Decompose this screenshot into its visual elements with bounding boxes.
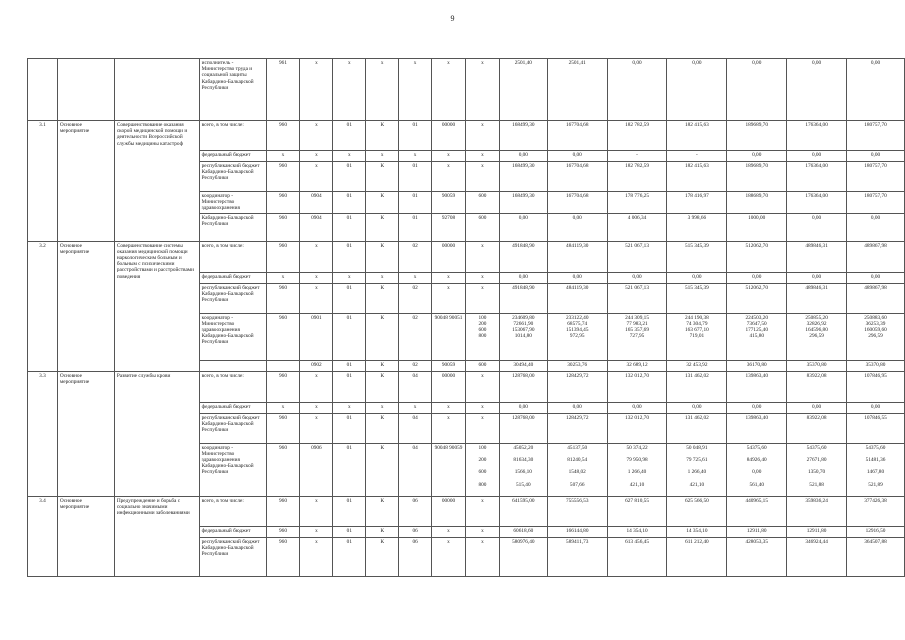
amount-cell: 0,00 (787, 59, 847, 121)
row-number: 3.2 (28, 241, 58, 371)
code-cell: 02 (399, 360, 432, 371)
amount-cell: 131 462,02 (667, 371, 727, 402)
code-cell: 01 (333, 241, 366, 272)
code-cell: х (366, 272, 399, 283)
row-number: 3.1 (28, 121, 58, 242)
code-cell: 00000 (432, 241, 466, 272)
amount-cell: 600 (465, 360, 499, 371)
amount-cell: 0,00 (847, 59, 905, 121)
amount-cell: 0,00 (499, 402, 547, 413)
amount-cell: 0,00 (787, 151, 847, 162)
code-cell: х (300, 241, 333, 272)
amount-cell: 166144,80 (547, 526, 607, 537)
amount-cell: 0,00 (847, 402, 905, 413)
code-cell: 01 (333, 121, 366, 151)
code-cell: 01 (333, 283, 366, 313)
amount-cell: 132 012,70 (607, 371, 667, 402)
code-cell: К (366, 121, 399, 151)
budget-table (27, 58, 905, 577)
amount-cell: 377426,38 (847, 496, 905, 526)
code-cell: х (432, 272, 466, 283)
amount-cell: 0,00 (667, 59, 727, 121)
amount-cell: 182 415,63 (667, 121, 727, 151)
activity-name: Совершенствование оказания скорой медицинской помощи и деятельности Всероссийской службы медицины катастроф (114, 121, 199, 242)
amount-cell: 50 374,22 79 950,98 1 266,40 421,10 (607, 443, 667, 496)
amount-cell: х (465, 151, 499, 162)
table-row (28, 121, 905, 151)
amount-cell: 54375,60 51481,36 1467,80 521,89 (847, 443, 905, 496)
activity-type: Основное мероприятие (57, 241, 114, 371)
code-cell: 960 (266, 192, 300, 214)
amount-cell: 755556,53 (547, 496, 607, 526)
amount-cell: 0,00 (727, 272, 787, 283)
table-row (28, 496, 905, 526)
amount-cell: 234609,80 72661,90 153067,90 1014,80 (499, 313, 547, 360)
amount-cell: 180757,70 (847, 162, 905, 192)
amount-cell: 12916,50 (847, 526, 905, 537)
amount-cell: 0,00 (847, 272, 905, 283)
amount-cell: 359836,24 (787, 496, 847, 526)
funding-source: республиканский бюджет Кабардино-Балкарской Республики (199, 162, 266, 192)
code-cell: 01 (333, 360, 366, 371)
amount-cell: 168499,30 (499, 162, 547, 192)
code-cell: 0906 (300, 443, 333, 496)
amount-cell: х (465, 371, 499, 402)
code-cell: 01 (333, 313, 366, 360)
amount-cell: 3 998,66 (667, 213, 727, 241)
code-cell: 00000 (432, 121, 466, 151)
code-cell: х (432, 526, 466, 537)
amount-cell: х (465, 162, 499, 192)
activity-type: Основное мероприятие (57, 121, 114, 242)
amount-cell: 100 200 600 800 (465, 443, 499, 496)
row-number: 3.3 (28, 371, 58, 496)
amount-cell: 346924,44 (787, 537, 847, 576)
amount-cell: 580976,40 (499, 537, 547, 576)
code-cell: 01 (333, 162, 366, 192)
code-cell: К (366, 213, 399, 241)
funding-source: координатор - Министерство здравоохранения (199, 192, 266, 214)
code-cell: х (366, 151, 399, 162)
code-cell: К (366, 192, 399, 214)
funding-source (199, 360, 266, 371)
code-cell: 01 (333, 537, 366, 576)
code-cell: 960 (266, 537, 300, 576)
activity-name: Развитие службы крови (114, 371, 199, 496)
amount-cell: 428053,35 (727, 537, 787, 576)
code-cell: 01 (333, 371, 366, 402)
amount-cell: 180757,70 (847, 121, 905, 151)
amount-cell: х (465, 537, 499, 576)
code-cell: 0904 (300, 213, 333, 241)
funding-source: исполнитель - Министерство труда и социальной защиты Кабардино-Балкарской Республики (199, 59, 266, 121)
amount-cell: 4 006,34 (607, 213, 667, 241)
amount-cell: 440965,15 (727, 496, 787, 526)
amount-cell: 512062,70 (727, 241, 787, 272)
amount-cell: 107846,95 (847, 371, 905, 402)
code-cell: 960 (266, 443, 300, 496)
code-cell: 06 (399, 537, 432, 576)
code-cell: 01 (333, 496, 366, 526)
code-cell: 04 (399, 371, 432, 402)
code-cell: К (366, 496, 399, 526)
amount-cell: 250855,20 32826,92 164596,80 296,59 (787, 313, 847, 360)
amount-cell: 36170,80 (727, 360, 787, 371)
funding-source: всего, в том числе: (199, 241, 266, 272)
funding-source: Кабардино-Балкарской Республики (199, 213, 266, 241)
amount-cell: 0,00 (727, 151, 787, 162)
amount-cell: 14 354,10 (667, 526, 727, 537)
code-cell: 01 (333, 213, 366, 241)
amount-cell: 45052,20 81634,30 1566,10 515,40 (499, 443, 547, 496)
amount-cell: 12911,80 (727, 526, 787, 537)
code-cell: К (366, 241, 399, 272)
code-cell: К (366, 371, 399, 402)
code-cell: х (300, 121, 333, 151)
amount-cell: 515 345,39 (667, 241, 727, 272)
code-cell: 01 (333, 526, 366, 537)
amount-cell: х (465, 413, 499, 443)
amount-cell: 0,00 (847, 151, 905, 162)
amount-cell: 178 776,25 (607, 192, 667, 214)
amount-cell: 189689,70 (727, 162, 787, 192)
amount-cell: 35370,80 (787, 360, 847, 371)
amount-cell: 224503,20 73647,50 177125,40 415,80 (727, 313, 787, 360)
code-cell: 04 (399, 443, 432, 496)
code-cell: х (399, 151, 432, 162)
code-cell: х (300, 496, 333, 526)
amount-cell: 100 200 600 800 (465, 313, 499, 360)
code-cell: х (432, 59, 466, 121)
amount-cell: х (465, 241, 499, 272)
amount-cell: 139863,40 (727, 371, 787, 402)
amount-cell: х (465, 121, 499, 151)
funding-source: федеральный бюджет (199, 526, 266, 537)
activity-type: Основное мероприятие (57, 371, 114, 496)
code-cell: 02 (399, 283, 432, 313)
amount-cell: 35370,80 (847, 360, 905, 371)
amount-cell: 188689,70 (727, 192, 787, 214)
code-cell: х (399, 59, 432, 121)
code-cell (266, 360, 300, 371)
amount-cell: 244 309,15 77 983,21 165 357,69 727,95 (607, 313, 667, 360)
code-cell: К (366, 537, 399, 576)
code-cell: х (432, 402, 466, 413)
amount-cell: 0,00 (607, 59, 667, 121)
amount-cell: 0,00 (547, 213, 607, 241)
amount-cell: 0,00 (499, 213, 547, 241)
code-cell: х (266, 151, 300, 162)
amount-cell: 641595,00 (499, 496, 547, 526)
amount-cell: 491848,90 (499, 241, 547, 272)
amount-cell: 0,00 (607, 272, 667, 283)
code-cell: х (300, 526, 333, 537)
amount-cell: 489867,98 (847, 241, 905, 272)
code-cell: 90048 90059 (432, 443, 466, 496)
amount-cell: 182 782,59 (607, 162, 667, 192)
amount-cell: 364507,88 (847, 537, 905, 576)
code-cell: 0901 (300, 313, 333, 360)
amount-cell: 0,00 (499, 272, 547, 283)
amount-cell: 1000,00 (727, 213, 787, 241)
code-cell: х (266, 402, 300, 413)
code-cell: х (300, 283, 333, 313)
amount-cell: 180757,70 (847, 192, 905, 214)
funding-source: всего, в том числе: (199, 371, 266, 402)
amount-cell: 168499,30 (499, 121, 547, 151)
amount-cell: 0,00 (727, 402, 787, 413)
amount-cell: 83922,08 (787, 413, 847, 443)
code-cell: х (366, 402, 399, 413)
code-cell: х (432, 283, 466, 313)
table-row (28, 241, 905, 272)
code-cell: 02 (399, 241, 432, 272)
amount-cell: х (465, 496, 499, 526)
code-cell: К (366, 360, 399, 371)
code-cell: 01 (333, 413, 366, 443)
code-cell: 960 (266, 213, 300, 241)
amount-cell: 167704,68 (547, 162, 607, 192)
amount-cell: 600 (465, 213, 499, 241)
code-cell: К (366, 413, 399, 443)
code-cell: х (366, 59, 399, 121)
amount-cell: 54375,60 84926,40 0,00 561,40 (727, 443, 787, 496)
code-cell: 960 (266, 526, 300, 537)
code-cell: 0902 (300, 360, 333, 371)
amount-cell: 600 (465, 192, 499, 214)
code-cell: 960 (266, 283, 300, 313)
funding-source: координатор - Министерство здравоохранения Кабардино-Балкарской Республики (199, 313, 266, 360)
amount-cell: х (465, 272, 499, 283)
amount-cell: 521 067,13 (607, 241, 667, 272)
amount-cell: 491848,90 (499, 283, 547, 313)
amount-cell: 167704,68 (547, 121, 607, 151)
funding-source: координатор - Министерство здравоохранения Кабардино-Балкарской Республики (199, 443, 266, 496)
amount-cell: 60618,60 (499, 526, 547, 537)
funding-source: республиканский бюджет Кабардино-Балкарской Республики (199, 413, 266, 443)
amount-cell: 176364,00 (787, 121, 847, 151)
amount-cell: 0,00 (787, 402, 847, 413)
code-cell: х (399, 272, 432, 283)
code-cell: К (366, 162, 399, 192)
amount-cell: 128768,00 (499, 371, 547, 402)
amount-cell: 0,00 (667, 272, 727, 283)
code-cell: х (300, 151, 333, 162)
code-cell: х (300, 59, 333, 121)
amount-cell: х (465, 526, 499, 537)
code-cell: 02 (399, 313, 432, 360)
code-cell: 01 (333, 443, 366, 496)
code-cell: х (266, 272, 300, 283)
amount-cell: 139863,40 (727, 413, 787, 443)
funding-source: федеральный бюджет (199, 402, 266, 413)
code-cell: 960 (266, 241, 300, 272)
code-cell: 04 (399, 413, 432, 443)
code-cell: 01 (399, 162, 432, 192)
amount-cell: 128429,72 (547, 413, 607, 443)
amount-cell: 0,00 (787, 272, 847, 283)
amount-cell: х (465, 402, 499, 413)
code-cell: 960 (266, 121, 300, 151)
row-number (28, 59, 58, 121)
amount-cell: 182 782,59 (607, 121, 667, 151)
amount-cell: 167704,68 (547, 192, 607, 214)
activity-name: Предупреждение и борьба с социально значимыми инфекционными заболеваниями (114, 496, 199, 576)
activity-name: Совершенствование системы оказания медицинской помощи наркологическим больным и больным с психическими расстройствами и расстройствами поведения (114, 241, 199, 371)
amount-cell: 128429,72 (547, 371, 607, 402)
amount-cell: 484119,30 (547, 283, 607, 313)
page-number: 9 (450, 14, 455, 23)
code-cell: 960 (266, 371, 300, 402)
funding-source: республиканский бюджет Кабардино-Балкарской Республики (199, 537, 266, 576)
code-cell: 06 (399, 496, 432, 526)
funding-source: федеральный бюджет (199, 272, 266, 283)
code-cell: х (333, 272, 366, 283)
code-cell: х (432, 162, 466, 192)
amount-cell: 176364,00 (787, 192, 847, 214)
amount-cell: 2501,40 (499, 59, 547, 121)
code-cell: х (333, 402, 366, 413)
code-cell: х (300, 371, 333, 402)
amount-cell: 0,00 (547, 151, 607, 162)
amount-cell: 2501,41 (547, 59, 607, 121)
amount-cell: 128768,00 (499, 413, 547, 443)
code-cell: 06 (399, 526, 432, 537)
code-cell: 01 (333, 192, 366, 214)
code-cell: х (300, 402, 333, 413)
amount-cell: 484119,30 (547, 241, 607, 272)
code-cell: х (333, 151, 366, 162)
code-cell: х (300, 413, 333, 443)
amount-cell: 14 354,10 (607, 526, 667, 537)
amount-cell: 521 067,13 (607, 283, 667, 313)
amount-cell: 30253,76 (547, 360, 607, 371)
activity-type: Основное мероприятие (57, 496, 114, 576)
amount-cell: - (667, 151, 727, 162)
amount-cell: 613 456,45 (607, 537, 667, 576)
code-cell: 01 (399, 192, 432, 214)
funding-source: федеральный бюджет (199, 151, 266, 162)
amount-cell: 0,00 (547, 402, 607, 413)
amount-cell: 512062,70 (727, 283, 787, 313)
code-cell: х (300, 537, 333, 576)
code-cell: К (366, 443, 399, 496)
amount-cell: 30494,40 (499, 360, 547, 371)
amount-cell: 132 012,70 (607, 413, 667, 443)
code-cell: 00000 (432, 371, 466, 402)
funding-source: республиканский бюджет Кабардино-Балкарской Республики (199, 283, 266, 313)
code-cell: К (366, 526, 399, 537)
code-cell: х (300, 272, 333, 283)
code-cell: х (432, 151, 466, 162)
funding-source: всего, в том числе: (199, 496, 266, 526)
amount-cell: 168499,30 (499, 192, 547, 214)
code-cell: 961 (266, 59, 300, 121)
code-cell: 90048 90051 (432, 313, 466, 360)
amount-cell: 32 689,12 (607, 360, 667, 371)
code-cell: 90059 (432, 360, 466, 371)
code-cell: х (399, 402, 432, 413)
code-cell: 960 (266, 413, 300, 443)
code-cell: 960 (266, 313, 300, 360)
activity-name (114, 59, 199, 121)
amount-cell: х (465, 283, 499, 313)
amount-cell: 0,00 (847, 213, 905, 241)
amount-cell: 54375,60 27671,80 1350,70 521,88 (787, 443, 847, 496)
table-row (28, 59, 905, 121)
amount-cell: х (465, 59, 499, 121)
code-cell: 90059 (432, 192, 466, 214)
code-cell: 0904 (300, 192, 333, 214)
amount-cell: 0,00 (547, 272, 607, 283)
amount-cell: 0,00 (607, 402, 667, 413)
code-cell: 960 (266, 496, 300, 526)
code-cell: 960 (266, 162, 300, 192)
amount-cell: 589411,73 (547, 537, 607, 576)
activity-type (57, 59, 114, 121)
code-cell: 01 (399, 213, 432, 241)
code-cell: 01 (399, 121, 432, 151)
amount-cell: 244 190,38 74 304,79 163 677,10 719,01 (667, 313, 727, 360)
amount-cell: 0,00 (787, 213, 847, 241)
amount-cell: 189689,70 (727, 121, 787, 151)
code-cell: 00000 (432, 496, 466, 526)
amount-cell: 182 415,63 (667, 162, 727, 192)
amount-cell: 176364,00 (787, 162, 847, 192)
amount-cell: 489846,31 (787, 283, 847, 313)
funding-source: всего, в том числе: (199, 121, 266, 151)
code-cell: х (300, 162, 333, 192)
amount-cell: 0,00 (667, 402, 727, 413)
amount-cell: 32 453,92 (667, 360, 727, 371)
amount-cell: - (607, 151, 667, 162)
code-cell: К (366, 313, 399, 360)
amount-cell: 489846,31 (787, 241, 847, 272)
code-cell: х (432, 413, 466, 443)
amount-cell: 83922,08 (787, 371, 847, 402)
amount-cell: 489867,98 (847, 283, 905, 313)
amount-cell: 625 566,50 (667, 496, 727, 526)
amount-cell: 178 416,97 (667, 192, 727, 214)
amount-cell: 45137,50 81240,54 1548,02 507,66 (547, 443, 607, 496)
code-cell: 92708 (432, 213, 466, 241)
code-cell: х (333, 59, 366, 121)
amount-cell: 611 212,40 (667, 537, 727, 576)
amount-cell: 627 810,55 (607, 496, 667, 526)
amount-cell: 12911,80 (787, 526, 847, 537)
amount-cell: 0,00 (499, 151, 547, 162)
amount-cell: 233122,40 68575,74 151394,45 972,95 (547, 313, 607, 360)
amount-cell: 107846,55 (847, 413, 905, 443)
amount-cell: 131 462,02 (667, 413, 727, 443)
table-row (28, 371, 905, 402)
code-cell: К (366, 283, 399, 313)
amount-cell: 0,00 (727, 59, 787, 121)
amount-cell: 515 345,39 (667, 283, 727, 313)
row-number: 3.4 (28, 496, 58, 576)
amount-cell: 250883,60 36253,39 160059,60 296,59 (847, 313, 905, 360)
code-cell: х (432, 537, 466, 576)
amount-cell: 50 048,91 79 725,61 1 266,40 421,10 (667, 443, 727, 496)
